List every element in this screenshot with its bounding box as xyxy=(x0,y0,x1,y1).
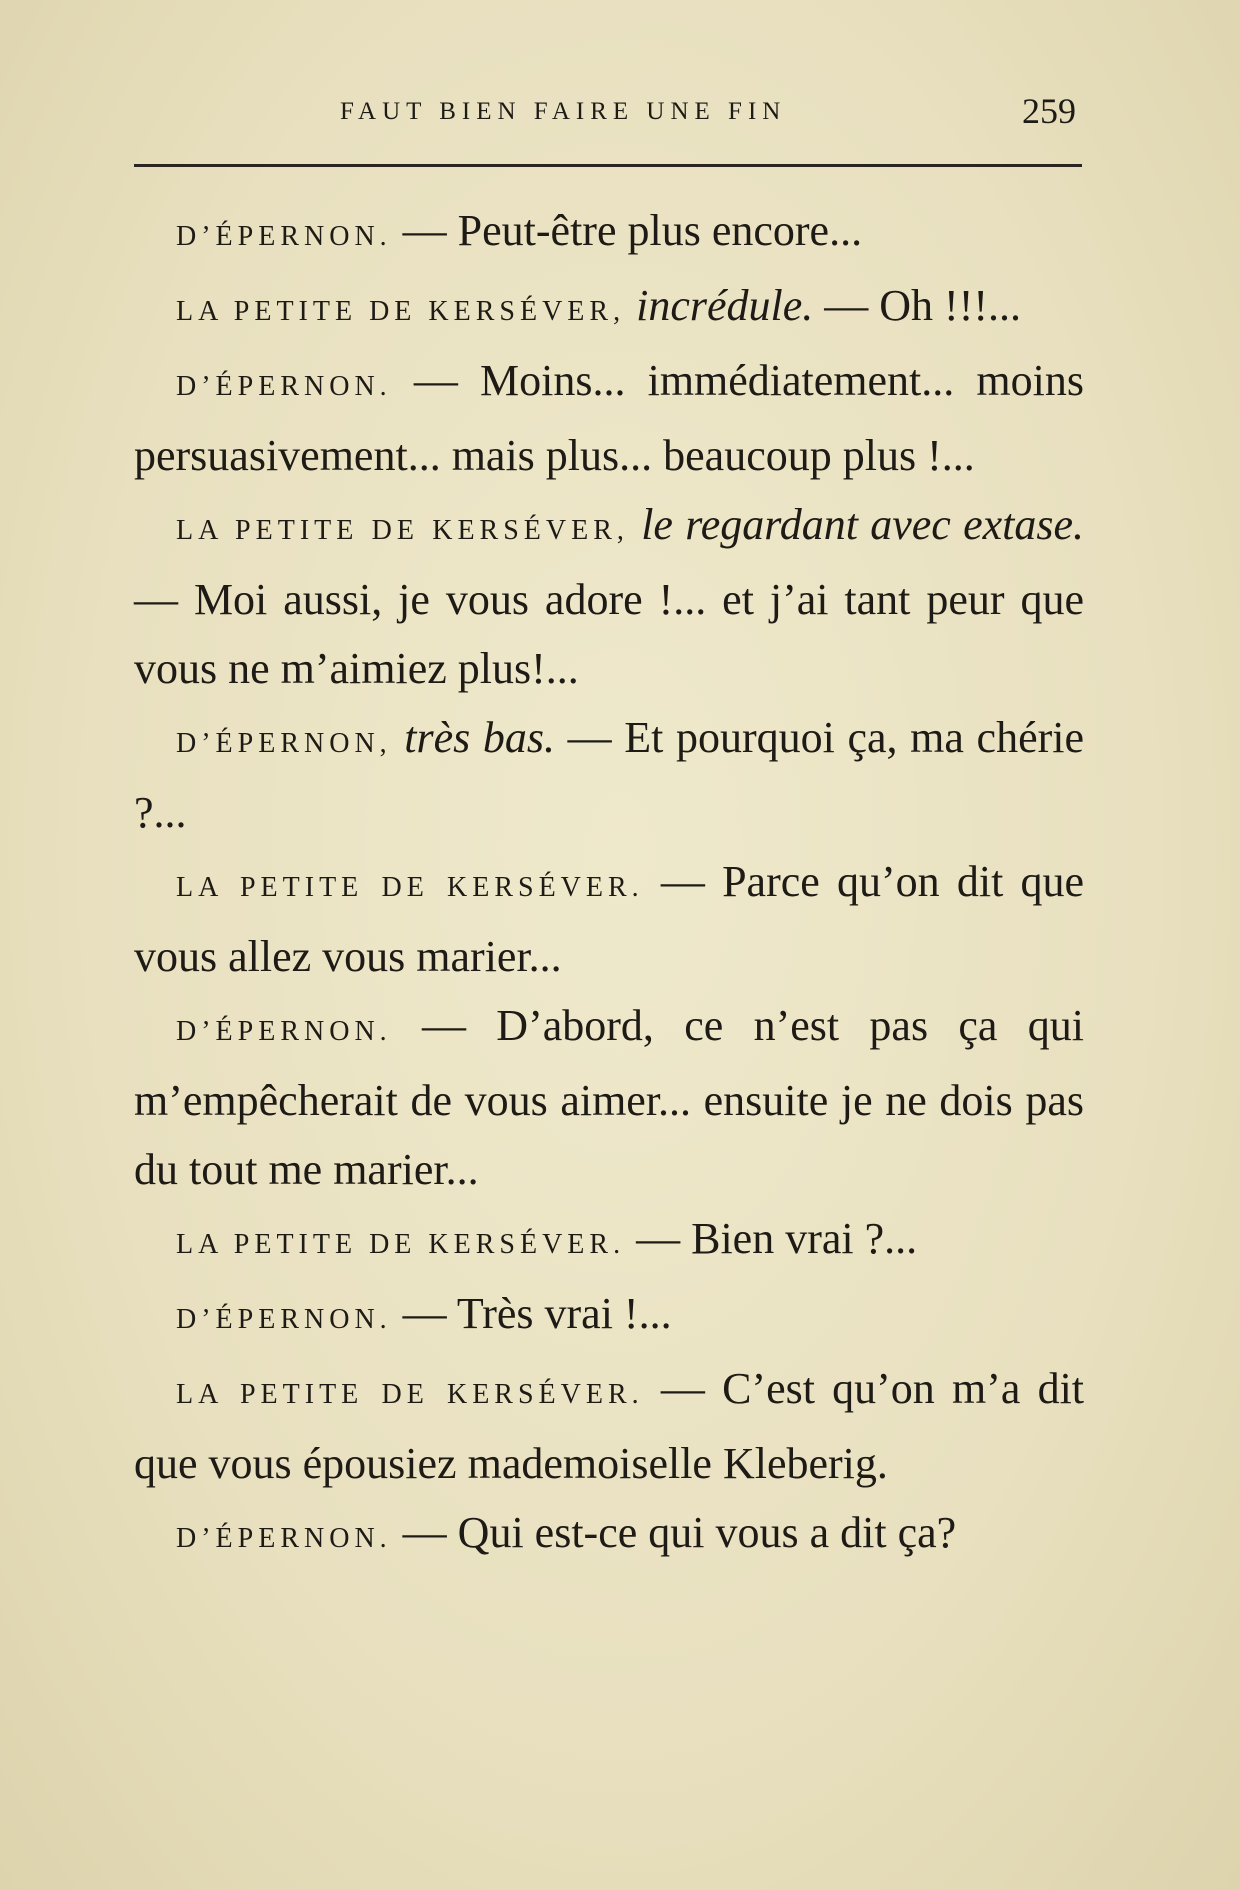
speech-1 xyxy=(134,196,1084,271)
page-number: 259 xyxy=(1022,91,1076,131)
speech-text: — Bien vrai ?... xyxy=(636,1214,918,1263)
speech-text: — C’est qu’on m’a dit que vous épousiez mademoiselle Kleberig. xyxy=(134,1364,1085,1488)
speech-text: — Et pourquoi ça, ma chérie ?... xyxy=(134,713,1085,837)
speaker: LA PETITE DE KERSÉVER. xyxy=(176,872,644,903)
speaker: LA PETITE DE KERSÉVER, xyxy=(176,296,626,327)
speech-9 xyxy=(134,1279,1084,1354)
speaker: LA PETITE DE KERSÉVER. xyxy=(176,1229,626,1260)
speech-6 xyxy=(134,847,1084,991)
speaker: D’ÉPERNON. xyxy=(176,1523,392,1554)
speech-text: — Moi aussi, je vous adore !... et j’ai tant peur que vous ne m’aimiez plus!... xyxy=(134,575,1084,693)
speaker: LA PETITE DE KERSÉVER. xyxy=(176,1379,644,1410)
speech-text: — D’abord, ce n’est pas ça qui m’empêcherait de vous aimer... ensuite je ne dois pas du tout me marier... xyxy=(134,1001,1084,1194)
speech-2 xyxy=(134,271,1084,346)
speech-text: — Oh !!!... xyxy=(824,281,1021,330)
dialogue-text xyxy=(134,196,1084,1573)
speaker: LA PETITE DE KERSÉVER, xyxy=(176,515,629,546)
speech-3 xyxy=(134,346,1084,490)
speech-text: — Peut-être plus encore... xyxy=(402,206,863,255)
header-rule xyxy=(134,164,1082,167)
speech-10 xyxy=(134,1354,1084,1498)
speech-11 xyxy=(134,1498,1084,1573)
speech-text: — Qui est-ce qui vous a dit ça? xyxy=(402,1508,957,1557)
speech-7 xyxy=(134,991,1084,1204)
speech-5 xyxy=(134,703,1084,847)
speaker: D’ÉPERNON. xyxy=(176,371,392,402)
speech-8 xyxy=(134,1204,1084,1279)
speaker: D’ÉPERNON. xyxy=(176,1304,392,1335)
speech-text: — Très vrai !... xyxy=(402,1289,672,1338)
speaker: D’ÉPERNON. xyxy=(176,221,392,252)
speech-4 xyxy=(134,490,1084,703)
stage-direction: le regardant avec extase. xyxy=(641,500,1085,549)
speech-text: — Moins... immédiatement... moins persuasivement... mais plus... beaucoup plus !... xyxy=(134,356,1085,480)
speaker: D’ÉPERNON. xyxy=(176,1016,392,1047)
speaker: D’ÉPERNON, xyxy=(176,728,392,759)
page-header xyxy=(136,90,1080,138)
stage-direction: très bas. xyxy=(404,713,556,762)
stage-direction: incrédule. xyxy=(636,281,814,330)
speech-text: — Parce qu’on dit que vous allez vous marier... xyxy=(134,857,1085,981)
running-title: FAUT BIEN FAIRE UNE FIN xyxy=(340,98,787,125)
